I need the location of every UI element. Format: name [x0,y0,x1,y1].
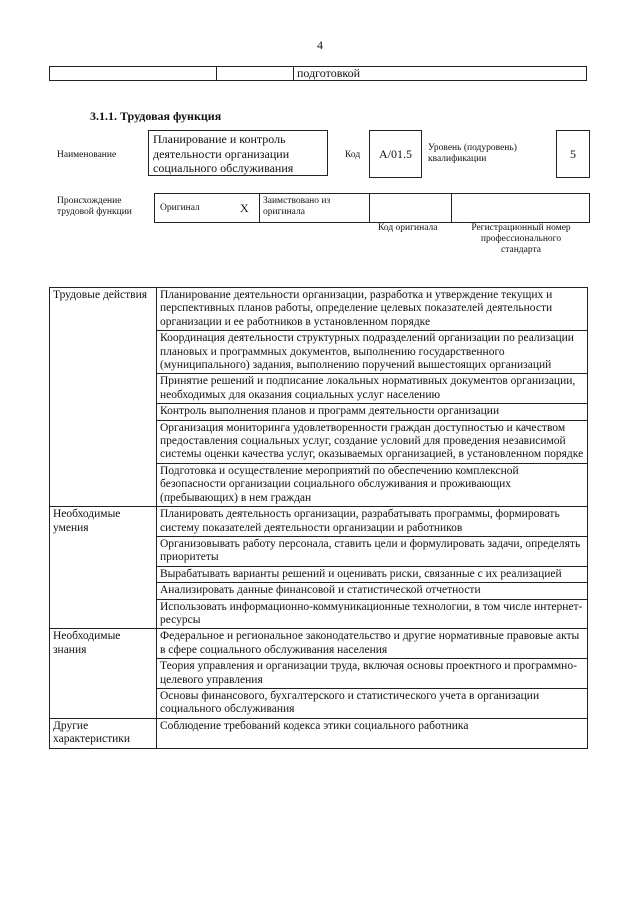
labor-actions-item: Организация мониторинга удовлетворенности граждан доступностью и качеством предоставления социальных услуг, создание условий для проведения независимой системы оценки качества услуг, оказываемых организацией, в установленном порядке [157,420,588,463]
required-knowledge-item: Федеральное и региональное законодательство и другие нормативные правовые акты в сфере социального обслуживания населения [157,629,588,659]
labor-actions-item: Контроль выполнения планов и программ деятельности организации [157,404,588,420]
required-knowledge-item: Основы финансового, бухгалтерского и статистического учета в организации социального обслуживания [157,688,588,718]
borrowed-label: Заимствовано из оригинала [263,196,331,217]
reg-number-cell [451,193,590,223]
labor-actions-item: Подготовка и осуществление мероприятий по обеспечению комплексной безопасности организации социального обслуживания и проживающих (пребывающих) в нем граждан [157,463,588,506]
original-mark: X [240,201,249,215]
name-value: Планирование и контроль деятельности организации социального обслуживания [148,130,328,176]
code-original-cell [369,193,453,223]
level-label: Уровень (подуровень) квалификации [428,143,517,164]
required-skills-category-cell: Необходимые умения [50,507,157,629]
required-knowledge-category-cell: Необходимые знания [50,629,157,718]
level-value: 5 [556,130,590,178]
original-label: Оригинал [160,203,200,213]
origin-label: Происхождение трудовой функции [57,196,132,217]
continued-text-cell: подготовкой [294,67,587,81]
code-original-caption: Код оригинала [378,223,438,233]
code-value: A/01.5 [369,130,422,178]
table-row [50,507,588,537]
required-knowledge-item: Теория управления и организации труда, включая основы проектного и программно-целевого управления [157,659,588,689]
other-characteristics-category-cell: Другие характеристики [50,718,157,748]
table-row [50,718,588,748]
required-skills-item: Анализировать данные финансовой и статистической отчетности [157,583,588,599]
name-label: Наименование [57,150,117,160]
section-title: 3.1.1. Трудовая функция [90,109,222,123]
page-number: 4 [317,38,323,52]
labor-actions-item: Координация деятельности структурных подразделений организации по реализации плановых и программных документов, выполнению государственного (муниципального) задания, выполнению поручений вышестоящих организаций [157,331,588,374]
empty-cell [50,67,217,81]
labor-actions-item: Планирование деятельности организации, разработка и утверждение текущих и перспективных планов работы, определение целевых показателей деятельности организации и ее работников в установленном порядке [157,288,588,331]
code-label: Код [345,150,361,160]
table-row [50,629,588,659]
required-skills-item: Использовать информационно-коммуникационные технологии, в том числе интернет-ресурсы [157,599,588,629]
borrowed-cell [259,193,371,223]
function-details-table [49,287,588,749]
reg-number-caption: Регистрационный номер профессионального стандарта [471,223,571,255]
continued-table-row [49,66,587,81]
empty-cell [217,67,294,81]
required-skills-item: Вырабатывать варианты решений и оценивать риски, связанные с их реализацией [157,566,588,582]
labor-actions-item: Принятие решений и подписание локальных нормативных документов организации, необходимых для оказания социальных услуг населению [157,374,588,404]
table-row [50,288,588,331]
required-skills-item: Планировать деятельность организации, разрабатывать программы, формировать систему показателей деятельности организации и работников [157,507,588,537]
original-cell [154,193,261,223]
required-skills-item: Организовывать работу персонала, ставить цели и формулировать задачи, определять приоритеты [157,536,588,566]
labor-actions-category-cell: Трудовые действия [50,288,157,507]
other-characteristics-item: Соблюдение требований кодекса этики социального работника [157,718,588,748]
